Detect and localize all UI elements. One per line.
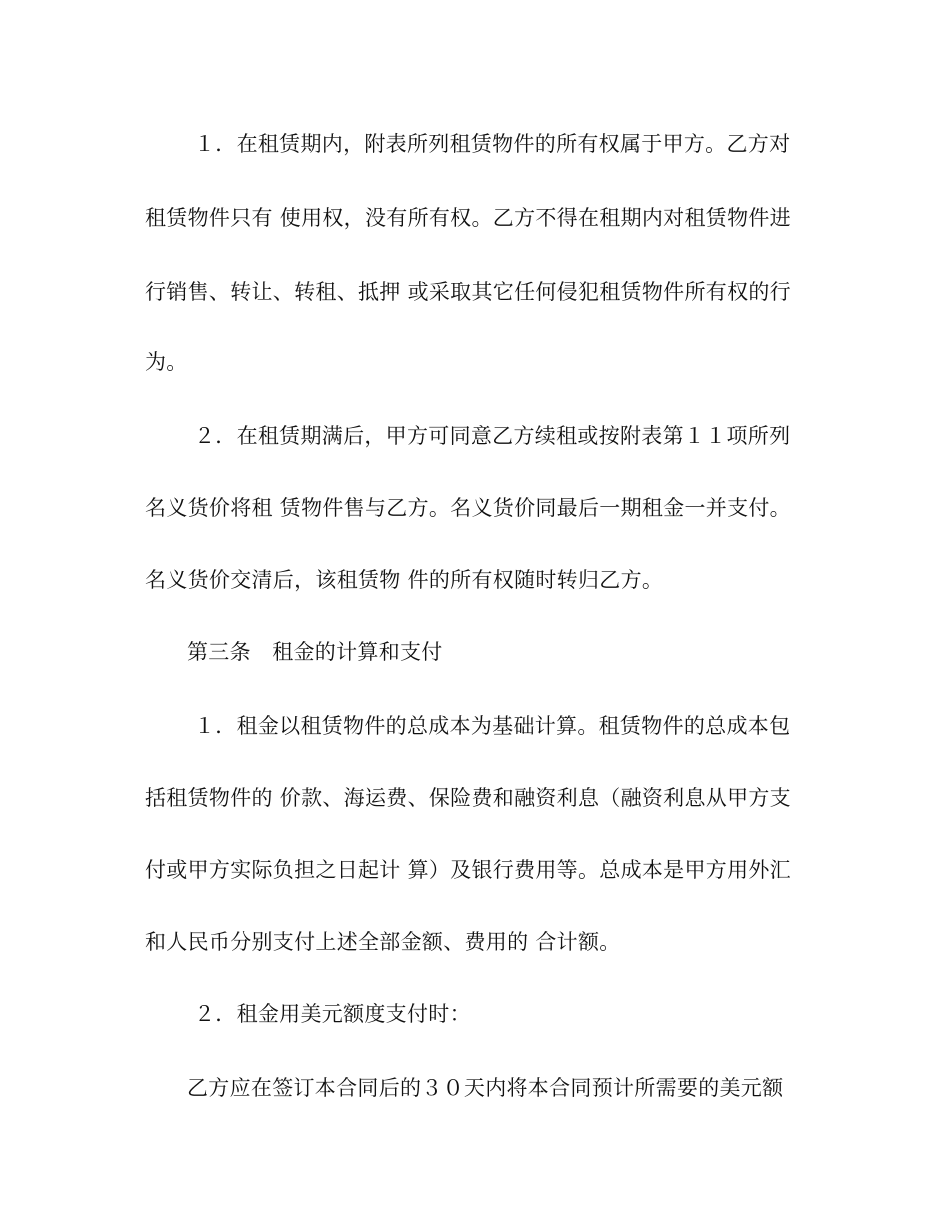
- clause-2-2-line-2: 名义货价将租 赁物件售与乙方。名义货价同最后一期租金一并支付。: [145, 496, 791, 520]
- clause-2-2-line-1: ２．在租赁期满后，甲方可同意乙方续租或按附表第１１项所列: [187, 424, 791, 448]
- clause-3-1-line-4: 和人民币分别支付上述全部金额、费用的 合计额。: [145, 930, 621, 954]
- article-3-heading: 第三条 租金的计算和支付: [187, 640, 443, 664]
- clause-2-1-line-2: 租赁物件只有 使用权，没有所有权。乙方不得在租期内对租赁物件进: [145, 206, 791, 230]
- clause-2-1-line-1: １．在租赁期内，附表所列租赁物件的所有权属于甲方。乙方对: [187, 132, 791, 156]
- clause-2-1-line-3: 行销售、转让、转租、抵押 或采取其它任何侵犯租赁物件所有权的行: [145, 280, 791, 304]
- clause-2-1-line-4: 为。: [145, 350, 188, 374]
- clause-3-2-paragraph: 乙方应在签订本合同后的３０天内将本合同预计所需要的美元额: [187, 1076, 784, 1100]
- clause-3-1-line-3: 付或甲方实际负担之日起计 算）及银行费用等。总成本是甲方用外汇: [145, 858, 791, 882]
- clause-3-1-line-2: 括租赁物件的 价款、海运费、保险费和融资利息（融资利息从甲方支: [145, 786, 791, 810]
- clause-3-1-line-1: １．租金以租赁物件的总成本为基础计算。租赁物件的总成本包: [187, 714, 791, 738]
- clause-2-2-line-3: 名义货价交清后，该租赁物 件的所有权随时转归乙方。: [145, 568, 664, 592]
- clause-3-2-line: ２．租金用美元额度支付时：: [187, 1002, 471, 1026]
